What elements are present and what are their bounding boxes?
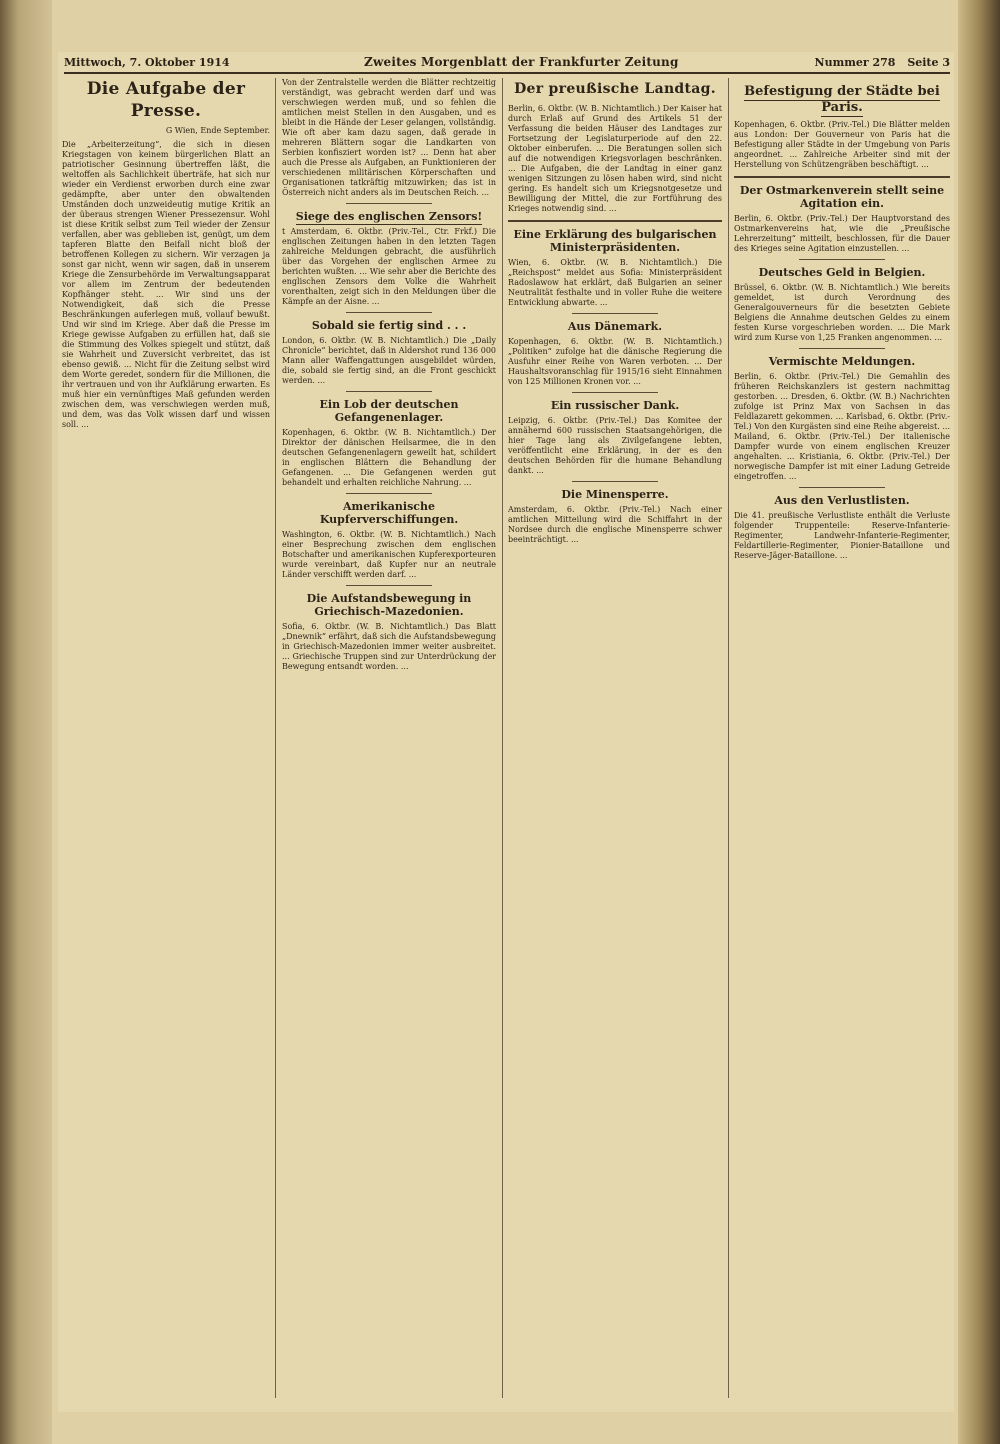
article-headline: Die Minensperre. — [561, 488, 669, 501]
newspaper-page — [58, 52, 954, 1412]
divider — [572, 481, 658, 482]
article-body: Berlin, 6. Oktbr. (Priv.-Tel.) Die Gemahlin des früheren Reichskanzlers ist gestern nachmittag gestorben. ... Dresden, 6. Oktbr. (W. B.) Nachrichten zufolge ist Prinz Max von Sachsen in das Feldlazarett gekommen. ... Karlsbad, 6. Oktbr. (Priv.-Tel.) Von den Kurgästen sind eine Reihe abgereist. ... Mailand, 6. Oktbr. (Priv.-Tel.) Der italienische Dampfer wurde von einem englischen Kreuzer angehalten. ... Kristiania, 6. Oktbr. (Priv.-Tel.) Der norwegische Dampfer ist mit einer Ladung Getreide eingetroffen. ... — [734, 372, 950, 481]
article-dateline: G Wien, Ende September. — [165, 126, 270, 135]
column-1 — [62, 78, 270, 1408]
divider — [734, 176, 950, 178]
divider — [346, 391, 432, 392]
article-body: Kopenhagen, 6. Oktbr. (W. B. Nichtamtlich.) Der Direktor der dänischen Heilsarmee, die in den deutschen Gefangenenlagern geweilt hat, schildert in englischen Blättern die Behandlung der Gefangenen. ... Die Gefangenen werden gut behandelt und erhalten reichliche Nahrung. ... — [282, 428, 496, 487]
book-gutter-right — [958, 0, 1000, 1444]
article-headline: Deutsches Geld in Belgien. — [758, 266, 926, 279]
article-body: Leipzig, 6. Oktbr. (Priv.-Tel.) Das Komitee der annähernd 600 russischen Staatsangehörigen, die hier Tage lang als Zivilgefangene lebten, veröffentlicht eine Erklärung, in der es den deutschen Behörden für die humane Behandlung dankt. ... — [508, 416, 722, 475]
article-body: Kopenhagen, 6. Oktbr. (Priv.-Tel.) Die Blätter melden aus London: Der Gouverneur von Paris hat die Befestigung aller Städte in der Umgebung von Paris angeordnet. ... Zahlreiche Arbeiter sind mit der Herstellung von Schützengräben beschäftigt. ... — [734, 120, 950, 169]
article-body: Brüssel, 6. Oktbr. (W. B. Nichtamtlich.) Wie bereits gemeldet, ist durch Verordnung des Generalgouverneurs für die besetzten Gebiete Belgiens die Annahme deutschen Geldes zu einem festen Kurse vorgeschrieben worden. ... Die Mark wird zum Kurse von 1,25 Franken angenommen. ... — [734, 283, 950, 342]
paper-title: Zweites Morgenblatt der Frankfurter Zeitung — [364, 55, 679, 69]
article-body: Wien, 6. Oktbr. (W. B. Nichtamtlich.) Die „Reichspost“ meldet aus Sofia: Ministerpräsident Radoslawow hat erklärt, daß Bulgarien an seiner Neutralität festhalte und in voller Ruhe die weitere Entwicklung abwarte. ... — [508, 258, 722, 307]
article-headline: Aus Dänemark. — [567, 320, 663, 333]
article-headline: Amerikanische Kupferverschiffungen. — [319, 500, 459, 526]
issue-number: Nummer 278 — [814, 56, 896, 69]
article-body: Sofia, 6. Oktbr. (W. B. Nichtamtlich.) Das Blatt „Dnewnik“ erfährt, daß sich die Aufstandsbewegung in Griechisch-Mazedonien immer weiter ausbreitet. ... Griechische Truppen sind zur Unterdrückung der Bewegung entsandt worden. ... — [282, 622, 496, 671]
article-headline: Ein russischer Dank. — [550, 399, 680, 412]
article-headline: Befestigung der Städte bei Paris. — [744, 84, 940, 115]
article-headline: Die Aufgabe der Presse. — [86, 79, 246, 121]
divider — [508, 220, 722, 222]
column-rule — [728, 78, 729, 1398]
article-body: Berlin, 6. Oktbr. (Priv.-Tel.) Der Hauptvorstand des Ostmarkenvereins hat, wie die „Preußische Lehrerzeitung“ mitteilt, beschlossen, für die Dauer des Krieges seine Agitation einzustellen. ... — [734, 214, 950, 253]
divider — [346, 585, 432, 586]
article-body: Kopenhagen, 6. Oktbr. (W. B. Nichtamtlich.) „Politiken“ zufolge hat die dänische Regierung die Ausfuhr einer Reihe von Waren verboten. ... Der Haushaltsvoranschlag für 1915/16 sieht Einnahmen von 125 Millionen Kronen vor. ... — [508, 337, 722, 386]
divider — [572, 313, 658, 314]
article-body: t Amsterdam, 6. Oktbr. (Priv.-Tel., Ctr. Frkf.) Die englischen Zeitungen haben in den letzten Tagen zahlreiche Meldungen gebracht, die ausführlich über das Vorgehen der englischen Armee zu berichten wußten. ... Wie sehr aber die Berichte des englischen Zensors dem Volke die Wahrheit vorenthalten, zeigt sich in den Meldungen über die Kämpfe an der Aisne. ... — [282, 227, 496, 306]
article-body: Die „Arbeiterzeitung“, die sich in diesen Kriegstagen von keinem bürgerlichen Blatt an patriotischer Gesinnung übertreffen läßt, die weltoffen als Sachlichkeit überträfe, hat sich nur wieder ein Verdienst erworben durch eine zwar gedämpfte, aber unter den obwaltenden Umständen doch unzweideutig mutige Kritik an der überaus strengen Wiener Pressezensur. Wohl ist diese Kritik selbst zum Teil wieder der Zensur verfallen, aber was geblieben ist, genügt, um dem tapferen Blatte den Beifall nicht bloß der betroffenen Kollegen zu sichern. Wir verzagen ja sonst gar nicht, wenn wir sagen, daß in unserem Kriege die Zensurbehörde im Verwaltungsapparat vor allem im Zentrum der bedeutenden Kopfhänger steht. ... Wir sind uns der Notwendigkeit, daß sich die Presse Beschränkungen auferlegen muß, vollauf bewußt. Und wir sind im Kriege. Aber daß die Presse im Kriege gewisse Aufgaben zu erfüllen hat, daß sie die Stimmung des Volkes spiegelt und stützt, daß sie Wahrheit und Zuversicht verbreitet, das ist ebenso gewiß. ... Nicht für die Zeitung selbst wird dem Worte geredet, sondern für die Millionen, die ihr vertrauen und von ihr Aufklärung erwarten. Es muß hier ein vernünftiges Maß gefunden werden zwischen dem, was verschwiegen werden muß, und dem, was das Volk wissen darf und wissen soll. ... — [62, 140, 270, 429]
divider — [346, 493, 432, 494]
issue-date: Mittwoch, 7. Oktober 1914 — [64, 56, 230, 69]
article-headline: Vermischte Meldungen. — [768, 355, 916, 368]
article-body: Washington, 6. Oktbr. (W. B. Nichtamtlich.) Nach einer Besprechung zwischen dem englischen Botschafter und amerikanischen Kupferexporteuren wurde vereinbart, daß Kupfer nur an neutrale Länder verschifft werden darf. ... — [282, 530, 496, 579]
article-headline: Die Aufstandsbewegung in Griechisch-Mazedonien. — [306, 592, 472, 618]
article-body: Die 41. preußische Verlustliste enthält die Verluste folgender Truppenteile: Reserve-Infanterie-Regimenter, Landwehr-Infanterie-Regimenter, Feldartillerie-Regimenter, Pionier-Bataillone und Reserve-Jäger-Bataillone. ... — [734, 511, 950, 560]
divider — [799, 487, 885, 488]
divider — [346, 312, 432, 313]
article-body: Amsterdam, 6. Oktbr. (Priv.-Tel.) Nach einer amtlichen Mitteilung wird die Schiffahrt in der Nordsee durch die englische Minensperre schwer beeinträchtigt. ... — [508, 505, 722, 544]
article-headline: Siege des englischen Zensors! — [295, 210, 483, 223]
masthead — [64, 54, 950, 74]
article-headline: Aus den Verlustlisten. — [774, 494, 910, 507]
article-headline: Sobald sie fertig sind . . . — [311, 319, 467, 332]
divider — [572, 392, 658, 393]
article-body: Von der Zentralstelle werden die Blätter rechtzeitig verständigt, was gebracht werden darf und was verschwiegen werden muß, und so fehlen die amtlichen meist Stellen in den Ausgaben, und es bleibt in die Hände der Leser gelangen, vollständig. Wie oft aber kam dazu sagen, daß gerade in mehreren Blättern sogar die Landkarten von Serbien konfisziert worden ist? ... Denn hat aber auch die Presse als Aufgaben, an Funktionieren der verschiedenen militärischen Körperschaften und Organisationen tatkräftig mitzuwirken; das ist in Österreich nicht anders als im Deutschen Reich. ... — [282, 78, 496, 197]
column-2 — [282, 78, 496, 1408]
issue-number-and-page — [807, 56, 950, 69]
book-gutter-left — [0, 0, 52, 1444]
article-body: London, 6. Oktbr. (W. B. Nichtamtlich.) Die „Daily Chronicle“ berichtet, daß in Aldershot rund 136 000 Mann aller Waffengattungen ausgebildet würden, die, sobald sie fertig sind, an die Front geschickt werden. ... — [282, 336, 496, 385]
column-3 — [508, 78, 722, 1408]
column-rule — [502, 78, 503, 1398]
column-4 — [734, 78, 950, 1408]
divider — [799, 259, 885, 260]
column-rule — [275, 78, 276, 1398]
page-number: Seite 3 — [907, 56, 950, 69]
article-headline: Der preußische Landtag. — [514, 81, 716, 97]
article-headline: Der Ostmarkenverein stellt seine Agitation ein. — [739, 184, 945, 210]
article-body: Berlin, 6. Oktbr. (W. B. Nichtamtlich.) Der Kaiser hat durch Erlaß auf Grund des Artikels 51 der Verfassung die beiden Häuser des Landtages zur Fortsetzung der Legislaturperiode auf den 22. Oktober einberufen. ... Die Beratungen sollen sich auf die notwendigen Kriegsvorlagen beschränken. ... Die Aufgaben, die der Landtag in einer ganz wenigen Sitzungen zu lösen haben wird, sind nicht gering. Es handelt sich um Kriegsnotgesetze und Bewilligung der Mittel, die zur Fortführung des Krieges notwendig sind. ... — [508, 104, 722, 213]
article-headline: Eine Erklärung des bulgarischen Ministerpräsidenten. — [513, 228, 717, 254]
article-headline: Ein Lob der deutschen Gefangenenlager. — [319, 398, 459, 424]
divider — [799, 348, 885, 349]
divider — [346, 203, 432, 204]
